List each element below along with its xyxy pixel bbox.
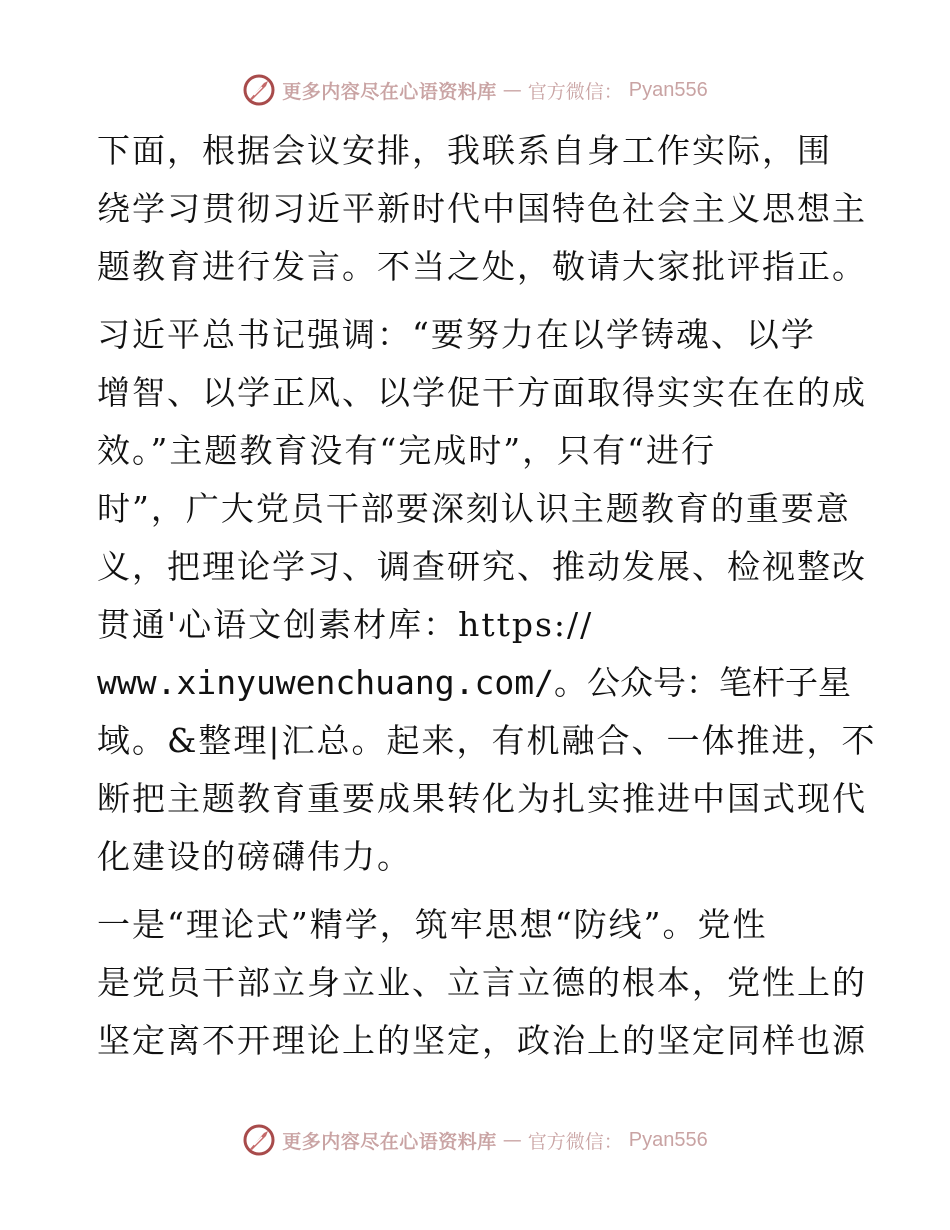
text-line: 习近平总书记强调：“要努力在以学铸魂、以学: [97, 315, 816, 354]
text-line: 增智、以学正风、以学促干方面取得实实在在的成: [97, 373, 867, 412]
watermark-main-text: 更多内容尽在心语资料库: [282, 80, 497, 103]
watermark-main-text: 更多内容尽在心语资料库: [282, 1130, 497, 1153]
text-line: 坚定离不开理论上的坚定，政治上的坚定同样也源: [97, 1021, 867, 1060]
quill-logo-icon: [242, 1123, 276, 1157]
text-line: 一是“理论式”精学，筑牢思想“防线”。党性: [97, 905, 768, 944]
header-watermark: [0, 70, 950, 110]
watermark-dash: —: [502, 79, 522, 101]
paragraph: [97, 122, 867, 296]
quill-logo-icon: [242, 73, 276, 107]
watermark-sub-text: 官方微信：: [527, 1130, 623, 1153]
watermark-dash: —: [502, 1129, 522, 1151]
watermark-sub-text: 官方微信：: [527, 80, 623, 103]
text-line: 是党员干部立身立业、立言立德的根本，党性上的: [97, 963, 867, 1002]
paragraph: [97, 896, 867, 1070]
watermark-wechat-id: Pyan556: [628, 78, 708, 101]
text-line: 贯通'心语文创素材库：https://: [97, 605, 594, 644]
text-line: 下面，根据会议安排，我联系自身工作实际，围: [97, 131, 832, 170]
text-line: 域。&整理|汇总。起来，有机融合、一体推进，不: [97, 721, 877, 760]
text-line: 时”，广大党员干部要深刻认识主题教育的重要意: [97, 489, 851, 528]
url-text-line: www.xinyuwenchuang.com/。公众号：笔杆子星: [97, 663, 851, 702]
text-line: 绕学习贯彻习近平新时代中国特色社会主义思想主: [97, 189, 867, 228]
text-line: 效。”主题教育没有“完成时”，只有“进行: [97, 431, 716, 470]
text-line: 题教育进行发言。不当之处，敬请大家批评指正。: [97, 247, 867, 286]
watermark-wechat-id: Pyan556: [628, 1128, 708, 1151]
document-body: [97, 122, 877, 1070]
text-line: 断把主题教育重要成果转化为扎实推进中国式现代: [97, 779, 867, 818]
text-line: 义，把理论学习、调查研究、推动发展、检视整改: [97, 547, 867, 586]
paragraph: [97, 306, 877, 886]
footer-watermark: [0, 1120, 950, 1160]
text-line: 化建设的磅礴伟力。: [97, 837, 412, 876]
